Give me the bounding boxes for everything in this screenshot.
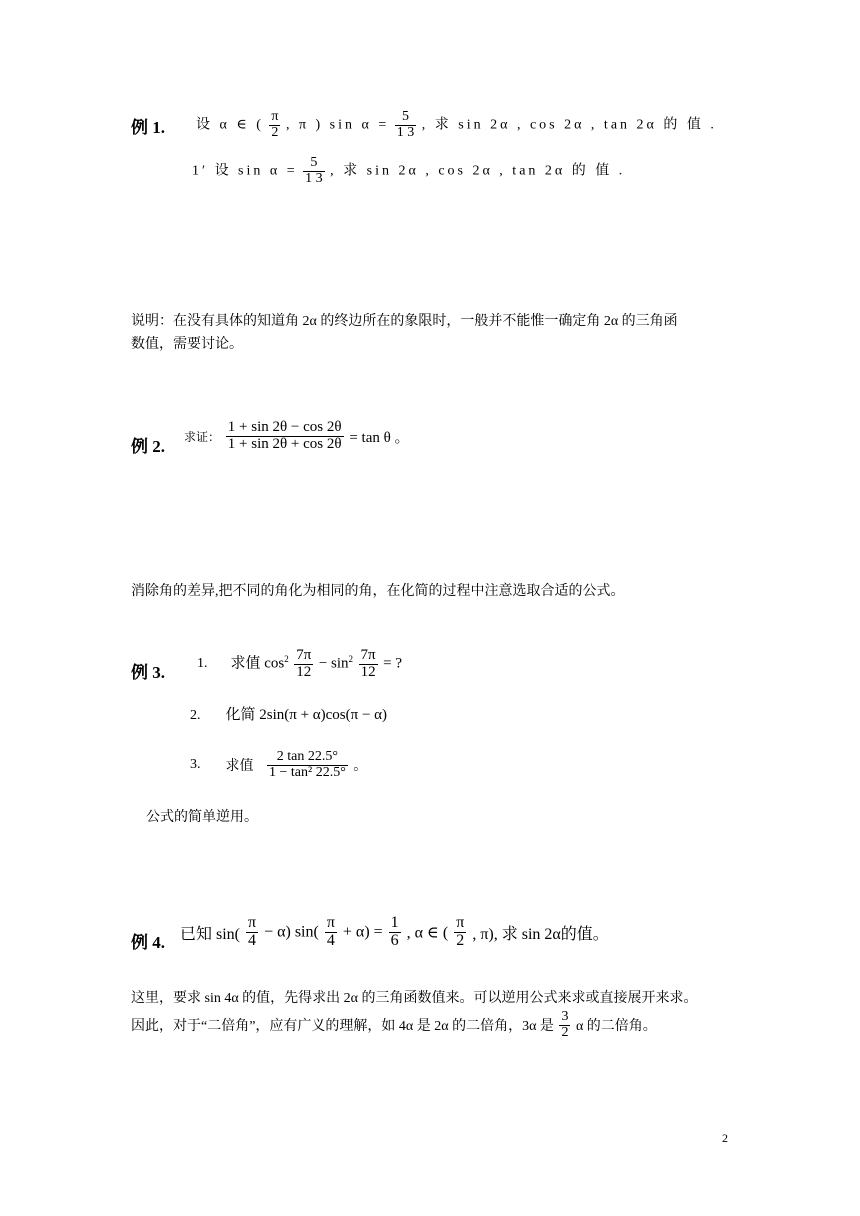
fraction-7pi-over-12-b: $\frac{7\pi}{12}$ (360, 647, 376, 680)
example-2-problem: 求证： $\frac{1 + \sin 2\theta - \cos 2\theta}{1 + \sin 2\theta + \cos 2\theta}$ = tan θ 。 (184, 419, 410, 452)
example-4-label: 例 4. (131, 933, 165, 952)
fraction-7pi-over-12-a: $\frac{7\pi}{12}$ (296, 647, 312, 680)
fraction-pi-over-4-b: $\frac{\pi}{4}$ (326, 914, 335, 949)
example-4-problem: 已知 sin( $\frac{\pi}{4}$ − α) sin( $\frac{\pi}{4}$ + α) = $\frac{1}{6}$ , α ∈ ( $\frac{\pi}{2}$ , π), 求 sin 2α的值。 (180, 914, 609, 949)
example-1-variant: 1′ 设 sin α = $\frac{5}{1 3}$ , 求 sin 2α , cos 2α , tan 2α 的 值 . (192, 155, 626, 186)
fraction-3-over-2: $\frac{3}{2}$ (561, 1009, 569, 1040)
fraction-pi-over-2-ex4: $\frac{\pi}{2}$ (456, 914, 465, 949)
fraction-double-tan: $\frac{2 \tan 22.5^\circ}{\text{1 − tan² 22.5°}}$ (269, 749, 346, 780)
fraction-1-over-6: $\frac{1}{6}$ (390, 914, 399, 949)
example-4-note-line-1: 这里，要求 sin 4α 的值，先得求出 2α 的三角函数值来。可以逆用公式来求或直接展开来求。 (131, 991, 698, 1006)
example-1-note-line-1: 说明：在没有具体的知道角 2α 的终边所在的象限时，一般并不能惟一确定角 2α 的三角函 (131, 314, 678, 329)
example-1-label: 例 1. (131, 118, 165, 137)
fraction-pi-over-4-a: $\frac{\pi}{4}$ (248, 914, 257, 949)
page-number: 2 (722, 1131, 728, 1145)
example-3-item-1: 1. 求值 $\cos^2$ $\frac{7\pi}{12}$ − $\sin^2$ $\frac{7\pi}{12}$ = ? (197, 647, 402, 680)
fraction-5-over-13-variant: $\frac{5}{1 3}$ (305, 155, 323, 186)
example-1-note-line-2: 数值，需要讨论。 (131, 337, 243, 352)
fraction-5-over-13: $\frac{5}{1 3}$ (396, 109, 415, 140)
example-2-label: 例 2. (131, 437, 165, 456)
example-2-note: 消除角的差异,把不同的角化为相同的角，在化简的过程中注意选取合适的公式。 (131, 584, 625, 599)
example-3-note: 公式的简单逆用。 (146, 810, 258, 825)
example-1-problem: 设 α ∈ ( $\frac{\pi}{2}$ , π ) sin α = $\frac{5}{1 3}$ , 求 sin 2α , cos 2α , tan 2α 的 值 . (196, 109, 717, 140)
example-4-note-line-2: 因此，对于“二倍角”，应有广义的理解，如 4α 是 2α 的二倍角，3α 是 $\frac{3}{2}$ α 的二倍角。 (131, 1009, 657, 1040)
example-3-label: 例 3. (131, 663, 165, 682)
example-2-fraction: $\frac{1 + \sin 2\theta - \cos 2\theta}{1 + \sin 2\theta + \cos 2\theta}$ (227, 419, 342, 452)
fraction-pi-over-2: $\frac{\pi}{2}$ (271, 109, 279, 140)
example-3-item-3: 3. 求值 $\frac{2 \tan 22.5^\circ}{\text{1 − tan² 22.5°}}$ 。 (190, 749, 368, 780)
example-3-item-2: 2. 化简 2sin(π + α)cos(π − α) (190, 707, 388, 723)
